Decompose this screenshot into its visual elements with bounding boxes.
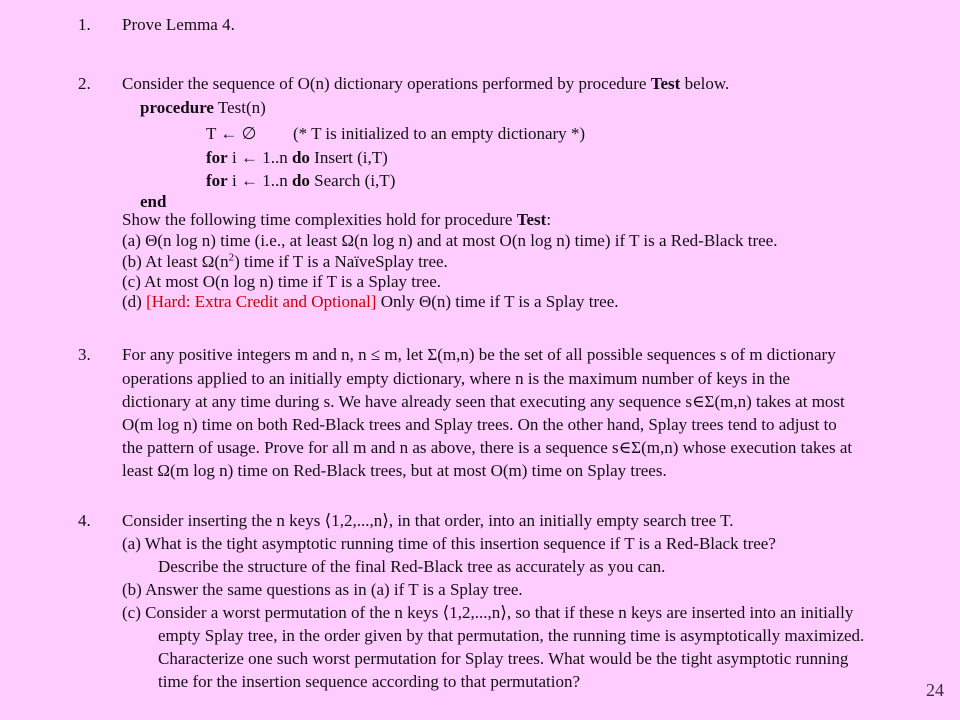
part-b-post: ) time if T is a NaïveSplay tree. [234, 252, 448, 271]
loop-range: i ← 1..n [227, 171, 292, 190]
page-number: 24 [926, 680, 944, 700]
procedure-loop-insert [206, 147, 388, 168]
item-2-show-end: : [546, 210, 552, 229]
procedure-signature: Test(n) [213, 98, 266, 117]
item-4-line: Consider inserting the n keys ⟨1,2,...,n⟩, in that order, into an initially empty search tree T. [122, 511, 734, 530]
item-4-number: 4. [78, 511, 91, 530]
item-1-text: Prove Lemma 4. [122, 15, 235, 34]
item-2-intro-end: below. [680, 74, 730, 93]
item-4-line: time for the insertion sequence according to that permutation? [158, 672, 581, 691]
item-2-number: 2. [78, 74, 91, 93]
procedure-assign: T ← ∅ [206, 124, 257, 143]
procedure-loop-search [206, 170, 395, 191]
item-4-line: Characterize one such worst permutation for Splay trees. What would be the tight asymptotic running [158, 649, 849, 668]
part-d-extra-credit: [Hard: Extra Credit and Optional] [146, 292, 377, 311]
procedure-keyword: procedure [140, 98, 214, 117]
item-2-part-c: (c) At most O(n log n) time if T is a Splay tree. [122, 272, 442, 291]
item-3-line: operations applied to an initially empty dictionary, where n is the maximum number of keys in the [122, 369, 790, 388]
for-keyword: for [206, 148, 228, 167]
part-b-pre: (b) At least Ω(n [122, 252, 229, 271]
for-keyword: for [206, 171, 228, 190]
loop-range: i ← 1..n [227, 148, 292, 167]
item-3-line: For any positive integers m and n, n ≤ m, let Σ(m,n) be the set of all possible sequences s of m dictionary [122, 345, 836, 364]
item-3-line: O(m log n) time on both Red-Black trees and Splay trees. On the other hand, Splay trees tend to adjust to [122, 415, 837, 434]
item-4-line: (b) Answer the same questions as in (a) if T is a Splay tree. [122, 580, 523, 599]
item-2-part-d [122, 291, 619, 312]
procedure-comment: (* T is initialized to an empty dictionary *) [293, 124, 586, 143]
part-d-post: Only Θ(n) time if T is a Splay tree. [376, 292, 619, 311]
item-4-line: empty Splay tree, in the order given by that permutation, the running time is asymptotically maximized. [158, 626, 865, 645]
part-d-pre: (d) [122, 292, 147, 311]
item-2-part-b [122, 251, 448, 272]
item-3-line: the pattern of usage. Prove for all m and n as above, there is a sequence s∈Σ(m,n) whose execution takes at [122, 438, 853, 457]
item-2-show-text: Show the following time complexities hold for procedure [122, 210, 517, 229]
loop-insert-body: Insert (i,T) [309, 148, 388, 167]
procedure-header [140, 97, 266, 118]
item-2-part-a: (a) Θ(n log n) time (i.e., at least Ω(n log n) and at most O(n log n) time) if T is a Red-Black tree. [122, 231, 778, 250]
do-keyword: do [291, 171, 310, 190]
item-4-line: (a) What is the tight asymptotic running time of this insertion sequence if T is a Red-Black tree? [122, 534, 776, 553]
loop-search-body: Search (i,T) [309, 171, 396, 190]
item-4-line: (c) Consider a worst permutation of the n keys ⟨1,2,...,n⟩, so that if these n keys are inserted into an initially [122, 603, 854, 622]
item-3-line: dictionary at any time during s. We have already seen that executing any sequence s∈Σ(m,n) takes at most [122, 392, 845, 411]
item-3-number: 3. [78, 345, 91, 364]
end-keyword: end [140, 192, 167, 211]
do-keyword: do [291, 148, 310, 167]
item-4-line: Describe the structure of the final Red-Black tree as accurately as you can. [158, 557, 666, 576]
item-2-show [122, 209, 551, 230]
item-2-intro [122, 73, 729, 94]
item-1-number: 1. [78, 15, 91, 34]
item-2-intro-text: Consider the sequence of O(n) dictionary operations performed by procedure [122, 74, 651, 93]
item-3-line: least Ω(m log n) time on Red-Black trees, but at most O(m) time on Splay trees. [122, 461, 667, 480]
item-2-intro-bold: Test [650, 74, 681, 93]
item-2-show-bold: Test [516, 210, 547, 229]
part-b-superscript: 2 [228, 251, 235, 264]
